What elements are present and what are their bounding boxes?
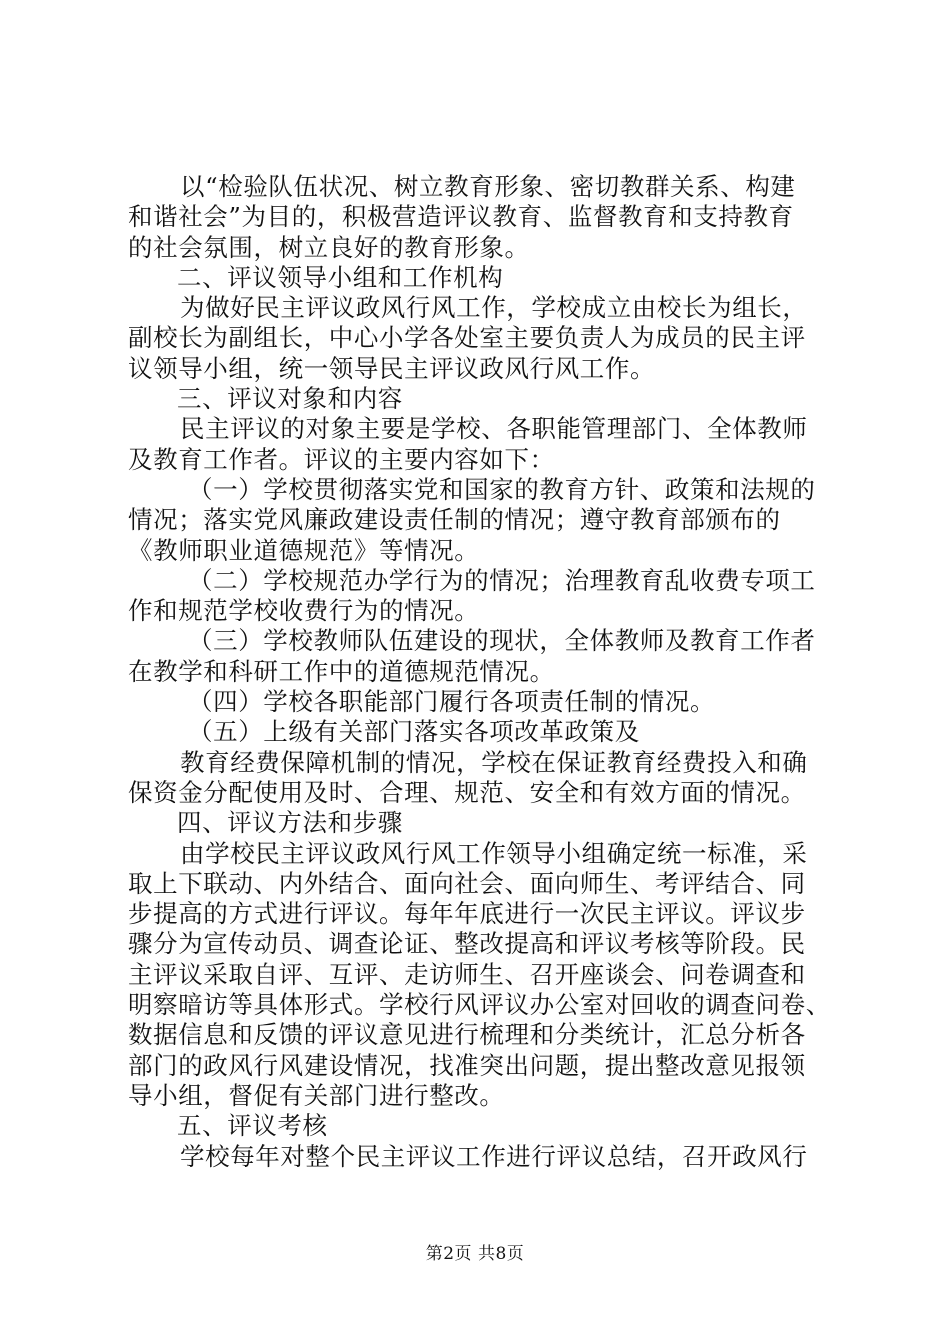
text-line: 民主评议的对象主要是学校、各职能管理部门、全体教师: [180, 414, 808, 444]
text-line: （三）学校教师队伍建设的现状，全体教师及教育工作者: [188, 626, 816, 656]
text-line: 的社会氛围，树立良好的教育形象。: [128, 232, 530, 262]
text-line: （一）学校贯彻落实党和国家的教育方针、政策和法规的: [188, 474, 816, 504]
document-body: [128, 172, 838, 1172]
text-line: 议领导小组，统一领导民主评议政风行风工作。: [128, 353, 656, 383]
text-line: 主评议采取自评、互评、走访师生、召开座谈会、问卷调查和: [128, 959, 806, 989]
text-line: 数据信息和反馈的评议意见进行梳理和分类统计，汇总分析各: [128, 1020, 806, 1050]
text-line: 副校长为副组长，中心小学各处室主要负责人为成员的民主评: [128, 323, 806, 353]
text-line: 为做好民主评议政风行风工作，学校成立由校长为组长，: [180, 293, 808, 323]
text-line: 以“检验队伍状况、树立教育形象、密切教群关系、构建: [180, 172, 796, 201]
text-line: 二、评议领导小组和工作机构: [177, 262, 504, 292]
text-line: 保资金分配使用及时、合理、规范、安全和有效方面的情况。: [128, 777, 806, 807]
text-line: 作和规范学校收费行为的情况。: [128, 596, 480, 626]
text-line: （二）学校规范办学行为的情况；治理教育乱收费专项工: [188, 565, 816, 595]
text-line: 取上下联动、内外结合、面向社会、面向师生、考评结合、同: [128, 868, 806, 898]
text-line: 和谐社会”为目的，积极营造评议教育、监督教育和支持教育: [128, 202, 794, 232]
text-line: 部门的政风行风建设情况，找准突出问题，提出整改意见报领: [128, 1050, 806, 1080]
text-line: 教育经费保障机制的情况，学校在保证教育经费投入和确: [180, 747, 808, 777]
page-footer: 第2页 共8页: [425, 1244, 525, 1264]
text-line: 由学校民主评议政风行风工作领导小组确定统一标准，采: [180, 838, 808, 868]
text-line: （五）上级有关部门落实各项改革政策及: [188, 717, 640, 747]
text-line: 情况；落实党风廉政建设责任制的情况；遵守教育部颁布的: [128, 505, 781, 535]
text-line: 学校每年对整个民主评议工作进行评议总结，召开政风行: [180, 1141, 808, 1171]
text-line: 《教师职业道德规范》等情况。: [128, 535, 480, 565]
text-line: 在教学和科研工作中的道德规范情况。: [128, 656, 555, 686]
text-line: 及教育工作者。评议的主要内容如下：: [128, 444, 555, 474]
text-line: （四）学校各职能部门履行各项责任制的情况。: [188, 687, 716, 717]
text-line: 骤分为宣传动员、调查论证、整改提高和评议考核等阶段。民: [128, 929, 806, 959]
text-line: 明察暗访等具体形式。学校行风评议办公室对回收的调查问卷、: [128, 990, 831, 1020]
text-line: 五、评议考核: [177, 1111, 328, 1141]
text-line: 步提高的方式进行评议。每年年底进行一次民主评议。评议步: [128, 899, 806, 929]
text-line: 导小组，督促有关部门进行整改。: [128, 1080, 505, 1110]
text-line: 四、评议方法和步骤: [177, 808, 403, 838]
text-line: 三、评议对象和内容: [177, 384, 403, 414]
